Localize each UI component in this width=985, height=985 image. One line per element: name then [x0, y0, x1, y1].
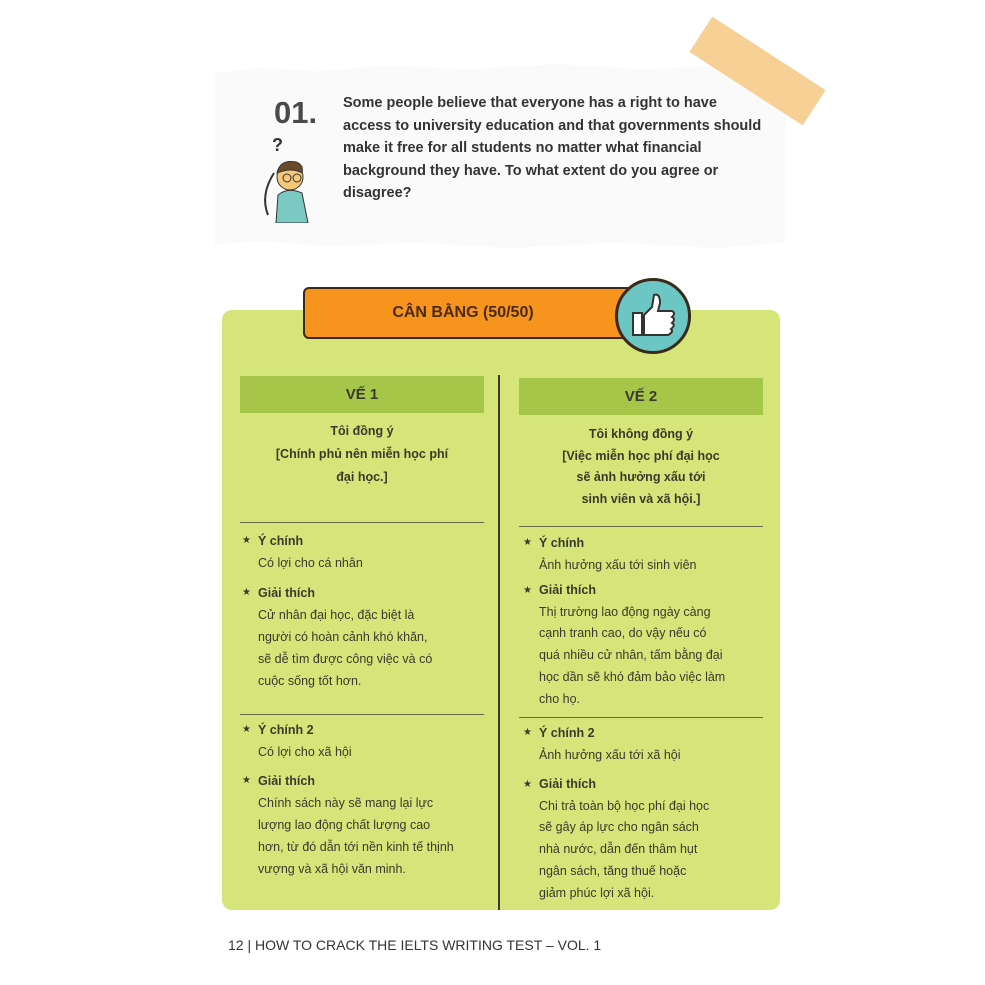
explain-line: hơn, từ đó dẫn tới nền kinh tế thịnh — [258, 840, 454, 854]
footer-separator: | — [247, 937, 255, 953]
right-point-2 — [523, 722, 769, 766]
explain-line: Chính sách này sẽ mang lại lực — [258, 796, 434, 810]
explain-line: ngân sách, tăng thuế hoặc — [539, 863, 687, 878]
explain-line: cuộc sống tốt hơn. — [258, 674, 362, 688]
explain-line: lượng lao động chất lượng cao — [258, 818, 431, 832]
star-icon: ★ — [242, 724, 251, 735]
svg-text:?: ? — [272, 135, 283, 155]
claim-line: Tôi đồng ý — [330, 424, 394, 438]
explain-label: Giải thích — [539, 583, 596, 597]
explain-label: Giải thích — [539, 777, 596, 791]
separator — [519, 717, 763, 718]
column-header-ve-1: VẾ 1 — [240, 376, 484, 413]
page-number: 12 — [228, 937, 244, 953]
point-label: Ý chính — [258, 534, 304, 548]
point-label: Ý chính 2 — [539, 726, 595, 740]
left-explain-1 — [242, 582, 498, 692]
point-label: Ý chính 2 — [258, 723, 314, 737]
explain-line: Thị trường lao động ngày càng — [539, 604, 711, 619]
question-text: Some people believe that everyone has a right to have access to university education and that governments should make it free for all students no matter what financial background they have. To what extent do you agree or disagree? — [343, 95, 762, 201]
explain-label: Giải thích — [258, 586, 315, 600]
explain-line: cạnh tranh cao, do vậy nếu có — [539, 626, 707, 641]
explain-line: nhà nước, dẫn đến thâm hụt — [539, 842, 698, 857]
page-footer — [228, 937, 601, 953]
column-header-ve-2: VẾ 2 — [519, 378, 763, 415]
explain-line: sẽ gây áp lực cho ngân sách — [539, 820, 699, 835]
right-point-1 — [523, 532, 769, 576]
explain-line: học dần sẽ khó đảm bảo việc làm — [539, 669, 726, 684]
left-point-2 — [242, 719, 488, 763]
point-text: Ảnh hưởng xấu tới xã hội — [539, 748, 681, 762]
right-claim — [519, 424, 763, 510]
thumbs-up-icon — [615, 278, 691, 354]
separator — [519, 526, 763, 527]
right-explain-1 — [523, 580, 779, 710]
explain-line: người có hoàn cảnh khó khăn, — [258, 630, 428, 644]
left-claim — [240, 420, 484, 489]
point-text: Ảnh hưởng xấu tới sinh viên — [539, 558, 697, 572]
book-title: HOW TO CRACK THE IELTS WRITING TEST – VOL. 1 — [255, 937, 602, 953]
claim-line: Tôi không đồng ý — [588, 427, 694, 441]
left-explain-2 — [242, 770, 498, 880]
separator — [240, 522, 484, 523]
explain-line: Chi trả toàn bộ học phí đại học — [539, 798, 710, 813]
star-icon: ★ — [523, 727, 532, 738]
thinking-student-icon — [258, 135, 320, 223]
separator — [240, 714, 484, 715]
explain-line: giảm phúc lợi xã hội. — [539, 885, 655, 900]
banner-title: CÂN BẰNG (50/50) — [303, 287, 633, 339]
point-label: Ý chính — [539, 536, 585, 550]
explain-line: vượng và xã hội văn minh. — [258, 862, 406, 876]
star-icon: ★ — [242, 587, 251, 598]
explain-line: Cử nhân đại học, đặc biệt là — [258, 608, 415, 622]
claim-line: đại học.] — [336, 470, 388, 484]
explain-line: cho họ. — [539, 691, 581, 706]
point-text: Có lợi cho cá nhân — [258, 556, 363, 570]
left-point-1 — [242, 530, 488, 574]
claim-line: sẽ ảnh hưởng xấu tới — [576, 470, 706, 484]
point-text: Có lợi cho xã hội — [258, 745, 352, 759]
explain-label: Giải thích — [258, 774, 315, 788]
right-explain-2 — [523, 774, 779, 904]
star-icon: ★ — [242, 775, 251, 786]
star-icon: ★ — [523, 779, 532, 790]
star-icon: ★ — [242, 535, 251, 546]
claim-line: [Chính phủ nên miễn học phí — [275, 447, 449, 461]
claim-line: [Việc miễn học phí đại học — [562, 448, 720, 463]
explain-line: quá nhiều cử nhân, tấm bằng đại — [539, 648, 723, 663]
question-number: 01. — [274, 95, 318, 130]
claim-line: sinh viên và xã hội.] — [581, 491, 701, 506]
explain-line: sẽ dễ tìm được công việc và có — [258, 652, 433, 666]
column-divider — [498, 375, 500, 910]
star-icon: ★ — [523, 537, 532, 548]
star-icon: ★ — [523, 585, 532, 596]
